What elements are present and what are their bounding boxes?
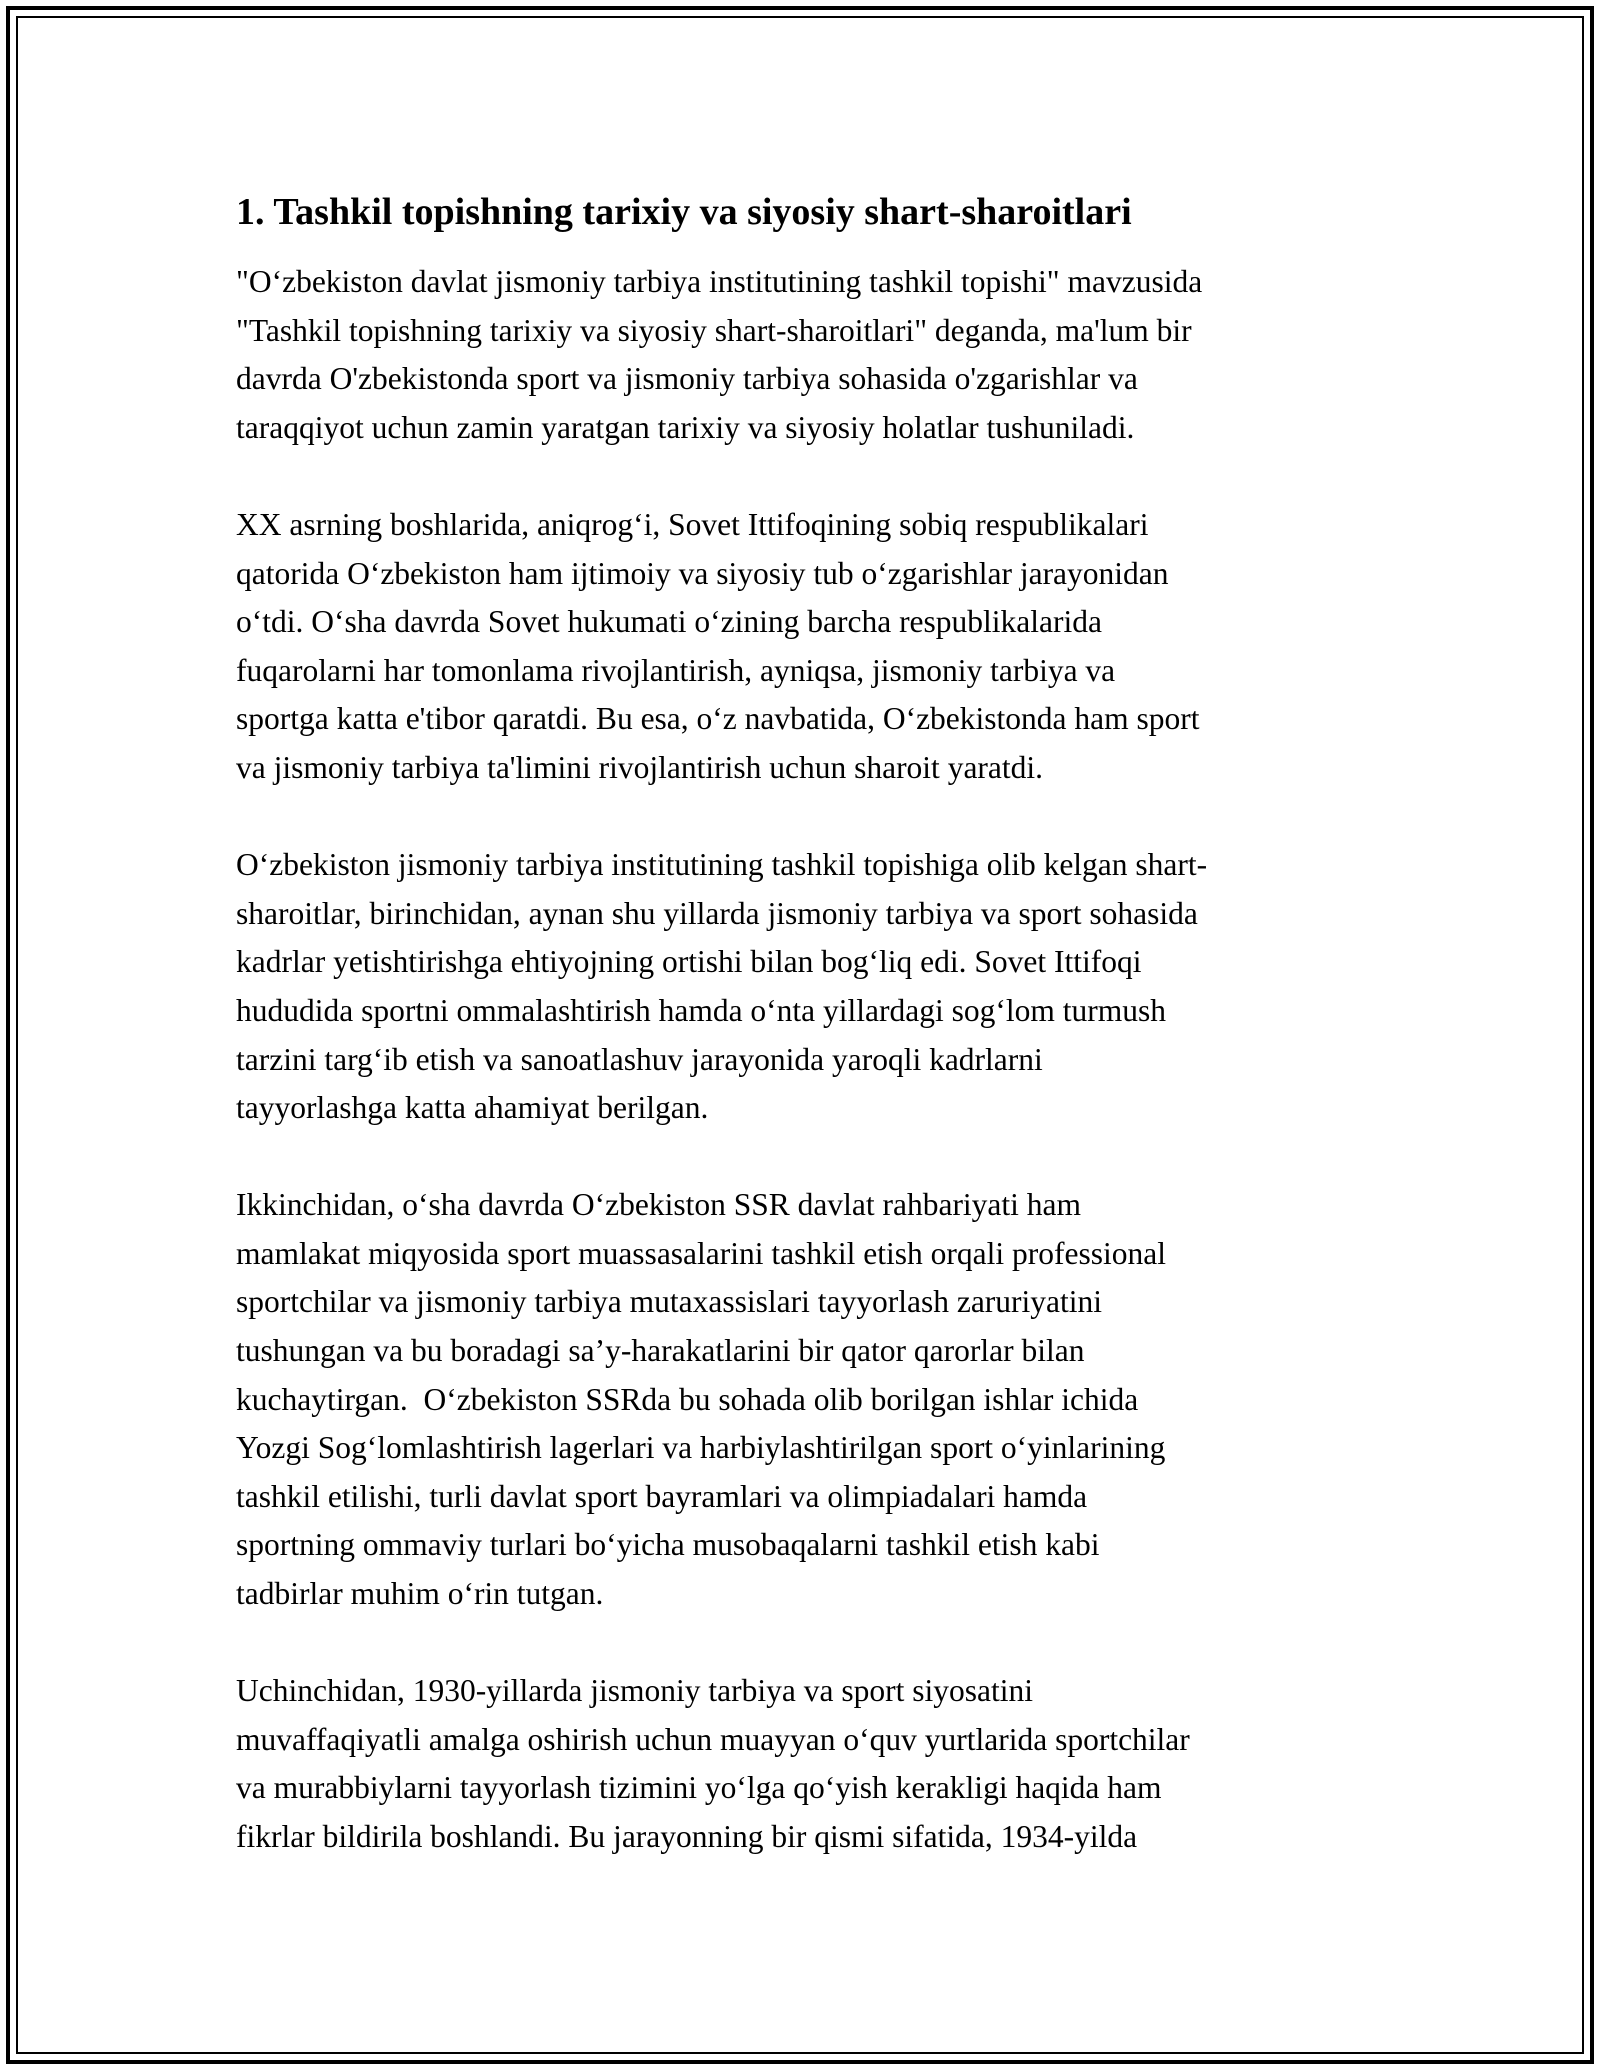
- paragraph-line: "O‘zbekiston davlat jismoniy tarbiya institutining tashkil topishi" mavzusida: [236, 264, 1203, 299]
- paragraph-line: sportning ommaviy turlari bo‘yicha musobaqalarni tashkil etish kabi: [236, 1527, 1100, 1563]
- paragraph-line: tadbirlar muhim o‘rin tutgan.: [236, 1576, 604, 1612]
- paragraph-line: Uchinchidan, 1930-yillarda jismoniy tarbiya va sport siyosatini: [236, 1673, 1033, 1709]
- paragraph-line: tashkil etilishi, turli davlat sport bayramlari va olimpiadalari hamda: [236, 1478, 1088, 1514]
- paragraph-line: sportga katta e'tibor qaratdi. Bu esa, o‘z navbatida, O‘zbekistonda ham sport: [236, 701, 1200, 737]
- paragraph-line: va murabbiylarni tayyorlash tizimini yo‘lga qo‘yish kerakligi haqida ham: [236, 1770, 1162, 1806]
- paragraph-line: tarzini targ‘ib etish va sanoatlashuv jarayonida yaroqli kadrlarni: [236, 1041, 1043, 1077]
- paragraph-line: tushungan va bu boradagi sa’y-harakatlarini bir qator qarorlar bilan: [236, 1333, 1085, 1369]
- paragraph-line: hududida sportni ommalashtirish hamda o‘nta yillardagi sog‘lom turmush: [236, 992, 1166, 1028]
- paragraph-line: va jismoniy tarbiya ta'limini rivojlantirish uchun sharoit yaratdi.: [236, 749, 1044, 785]
- paragraph-second-reason: [236, 1181, 1376, 1618]
- paragraph-line: fuqarolarni har tomonlama rivojlantirish, ayniqsa, jismoniy tarbiya va: [236, 652, 1116, 688]
- paragraph-line: XX asrning boshlarida, aniqrog‘i, Sovet Ittifoqining sobiq respublikalari: [236, 506, 1149, 542]
- paragraph-line: taraqqiyot uchun zamin yaratgan tarixiy va siyosiy holatlar tushuniladi.: [236, 409, 1135, 445]
- paragraph-line: sportchilar va jismoniy tarbiya mutaxassislari tayyorlash zaruriyatini: [236, 1284, 1103, 1320]
- paragraph-line: kadrlar yetishtirishga ehtiyojning ortishi bilan bog‘liq edi. Sovet Ittifoqi: [236, 944, 1142, 980]
- section-heading: 1. Tashkil topishning tarixiy va siyosiy shart-sharoitlari: [236, 191, 1132, 233]
- paragraph-line: Yozgi Sog‘lomlashtirish lagerlari va harbiylashtirilgan sport o‘yinlarining: [236, 1430, 1166, 1466]
- paragraph-line: Ikkinchidan, o‘sha davrda O‘zbekiston SSR davlat rahbariyati ham: [236, 1187, 1082, 1223]
- paragraph-line: o‘tdi. O‘sha davrda Sovet hukumati o‘zining barcha respublikalarida: [236, 604, 1102, 640]
- paragraph-line: kuchaytirgan. O‘zbekiston SSRda bu sohada olib borilgan ishlar ichida: [236, 1381, 1139, 1417]
- paragraph-line: fikrlar bildirila boshlandi. Bu jarayonning bir qismi sifatida, 1934-yilda: [236, 1819, 1138, 1854]
- paragraph-third-reason: [236, 1667, 1376, 1861]
- paragraph-line: sharoitlar, birinchidan, aynan shu yillarda jismoniy tarbiya va sport sohasida: [236, 895, 1198, 931]
- paragraph-xx-century: [236, 501, 1376, 793]
- paragraph-line: O‘zbekiston jismoniy tarbiya institutining tashkil topishiga olib kelgan shart-: [236, 847, 1208, 883]
- paragraph-line: muvaffaqiyatli amalga oshirish uchun muayyan o‘quv yurtlarida sportchilar: [236, 1721, 1190, 1757]
- paragraph-line: davrda O'zbekistonda sport va jismoniy tarbiya sohasida o'zgarishlar va: [236, 361, 1138, 397]
- paragraph-line: tayyorlashga katta ahamiyat berilgan.: [236, 1090, 709, 1126]
- paragraph-line: "Tashkil topishning tarixiy va siyosiy shart-sharoitlari" deganda, ma'lum bir: [236, 312, 1192, 348]
- paragraph-line: mamlakat miqyosida sport muassasalarini tashkil etish orqali professional: [236, 1235, 1166, 1271]
- document-body: [236, 186, 1376, 1862]
- paragraph-first-reason: [236, 841, 1376, 1133]
- paragraph-line: qatorida O‘zbekiston ham ijtimoiy va siyosiy tub o‘zgarishlar jarayonidan: [236, 555, 1169, 591]
- paragraph-intro: [236, 258, 1376, 452]
